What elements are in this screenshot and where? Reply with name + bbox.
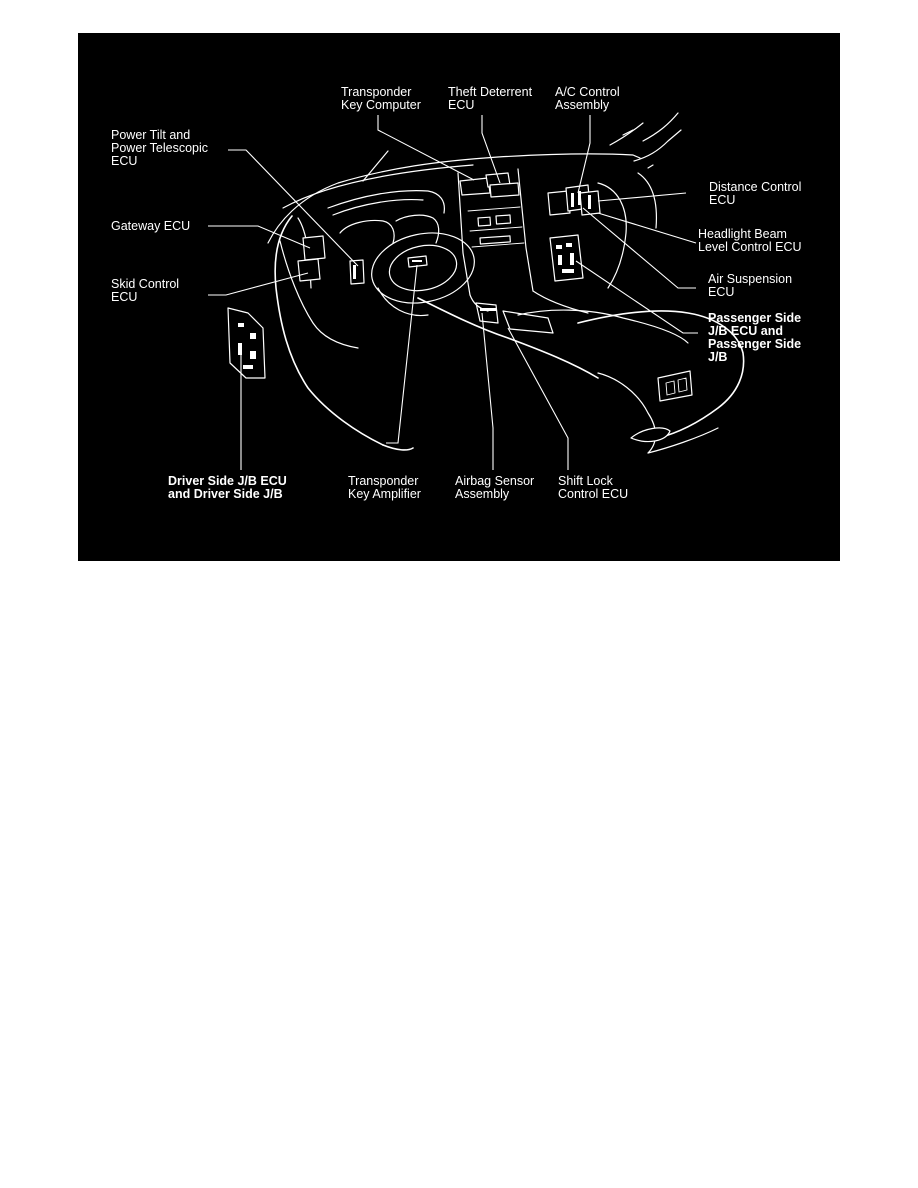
label-airbag-sensor-assembly: Airbag Sensor Assembly (455, 474, 535, 501)
label-transponder-key-computer: Transponder Key Computer (341, 85, 421, 112)
label-skid-control-ecu: Skid Control ECU (111, 277, 180, 304)
component-location-diagram (78, 33, 840, 561)
label-distance-control-ecu: Distance Control ECU (709, 180, 802, 207)
label-power-tilt-telescopic-ecu: Power Tilt and Power Telescopic ECU (111, 128, 209, 168)
label-headlight-beam-level-control-ecu: Headlight Beam Level Control ECU (698, 227, 802, 254)
label-passenger-side-jb: Passenger Side J/B ECU and Passenger Side J/B (708, 311, 802, 364)
label-transponder-key-amplifier: Transponder Key Amplifier (348, 474, 421, 501)
components (228, 173, 600, 378)
label-theft-deterrent-ecu: Theft Deterrent ECU (448, 85, 533, 112)
label-ac-control-assembly: A/C Control Assembly (555, 85, 620, 112)
label-air-suspension-ecu: Air Suspension ECU (708, 272, 793, 299)
label-shift-lock-control-ecu: Shift Lock Control ECU (558, 474, 629, 501)
label-driver-side-jb: Driver Side J/B ECU and Driver Side J/B (168, 474, 287, 501)
label-gateway-ecu: Gateway ECU (111, 219, 191, 233)
